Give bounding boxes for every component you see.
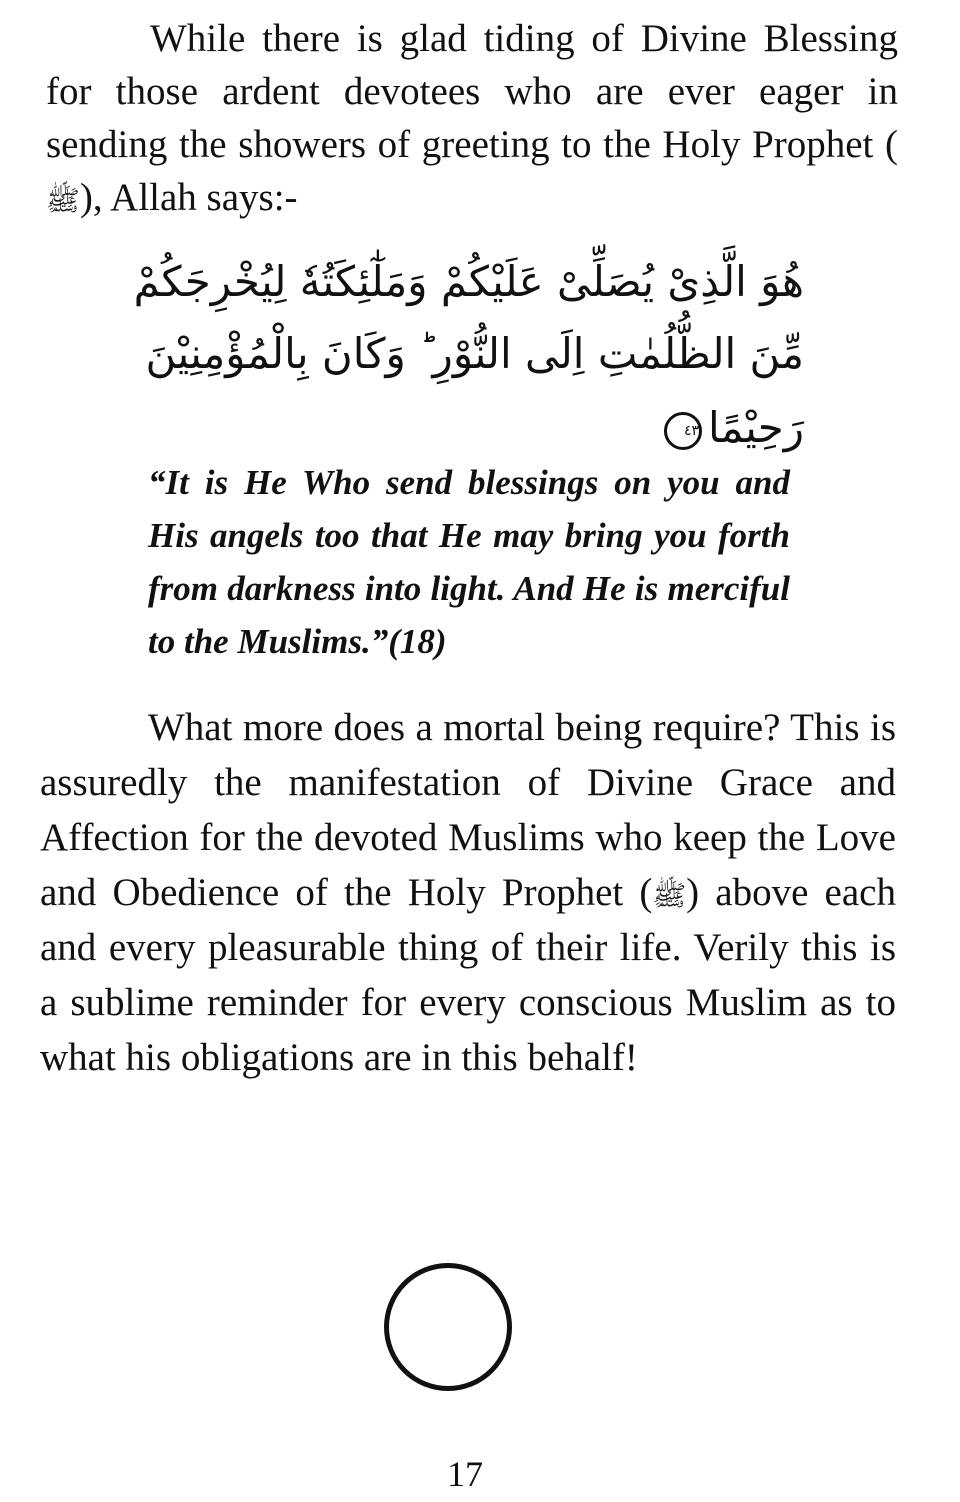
verse-translation: “It is He Who send blessings on you and His angels too that He may bring you forth from darkness into light. And He is merciful to the Muslims.”(18) (148, 463, 790, 661)
paragraph-reflection (40, 700, 896, 1085)
paragraph-intro-text-2: ), Allah says:- (79, 176, 298, 219)
pbuh-honorific-icon: ﷺ (652, 879, 687, 913)
decorative-circle-icon (384, 1263, 512, 1391)
quran-verse-line-2: مِّنَ الظُّلُمٰتِ اِلَى النُّوْرِ ؕ وَكَانَ بِالْمُؤْمِنِيْنَ (145, 329, 804, 378)
quran-verse-line-1: هُوَ الَّذِىْ يُصَلِّىْ عَلَيْكُمْ وَمَلٰٓئِكَتُهٗ لِيُخْرِجَكُمْ (133, 257, 804, 306)
quran-verse-line-3-text: رَحِيْمًا (708, 403, 804, 452)
paragraph-intro-text-1: While there is glad tiding of Divine Blessing for those ardent devotees who are ever eager in sending the showers of greeting to the Holy Prophet ( (46, 17, 898, 166)
pbuh-honorific-icon: ﷺ (46, 184, 80, 218)
paragraph-intro (46, 12, 898, 224)
paragraph-reflection-text-1: What more does a mortal being require? This is assuredly the manifestation of Divine Grace and Affection for the devoted Muslims who keep the Love and Obedience of the Holy Prophet ( (40, 706, 896, 914)
quran-verse-line-3 (560, 392, 804, 464)
ayah-number-marker: ٤٣ (664, 412, 702, 450)
page-number: 17 (447, 1454, 483, 1494)
paragraph-reflection-text-2: ) above each and every pleasurable thing of their life. Verily this is a sublime reminder for every conscious Muslim as to what his obligations are in this behalf! (40, 871, 896, 1079)
